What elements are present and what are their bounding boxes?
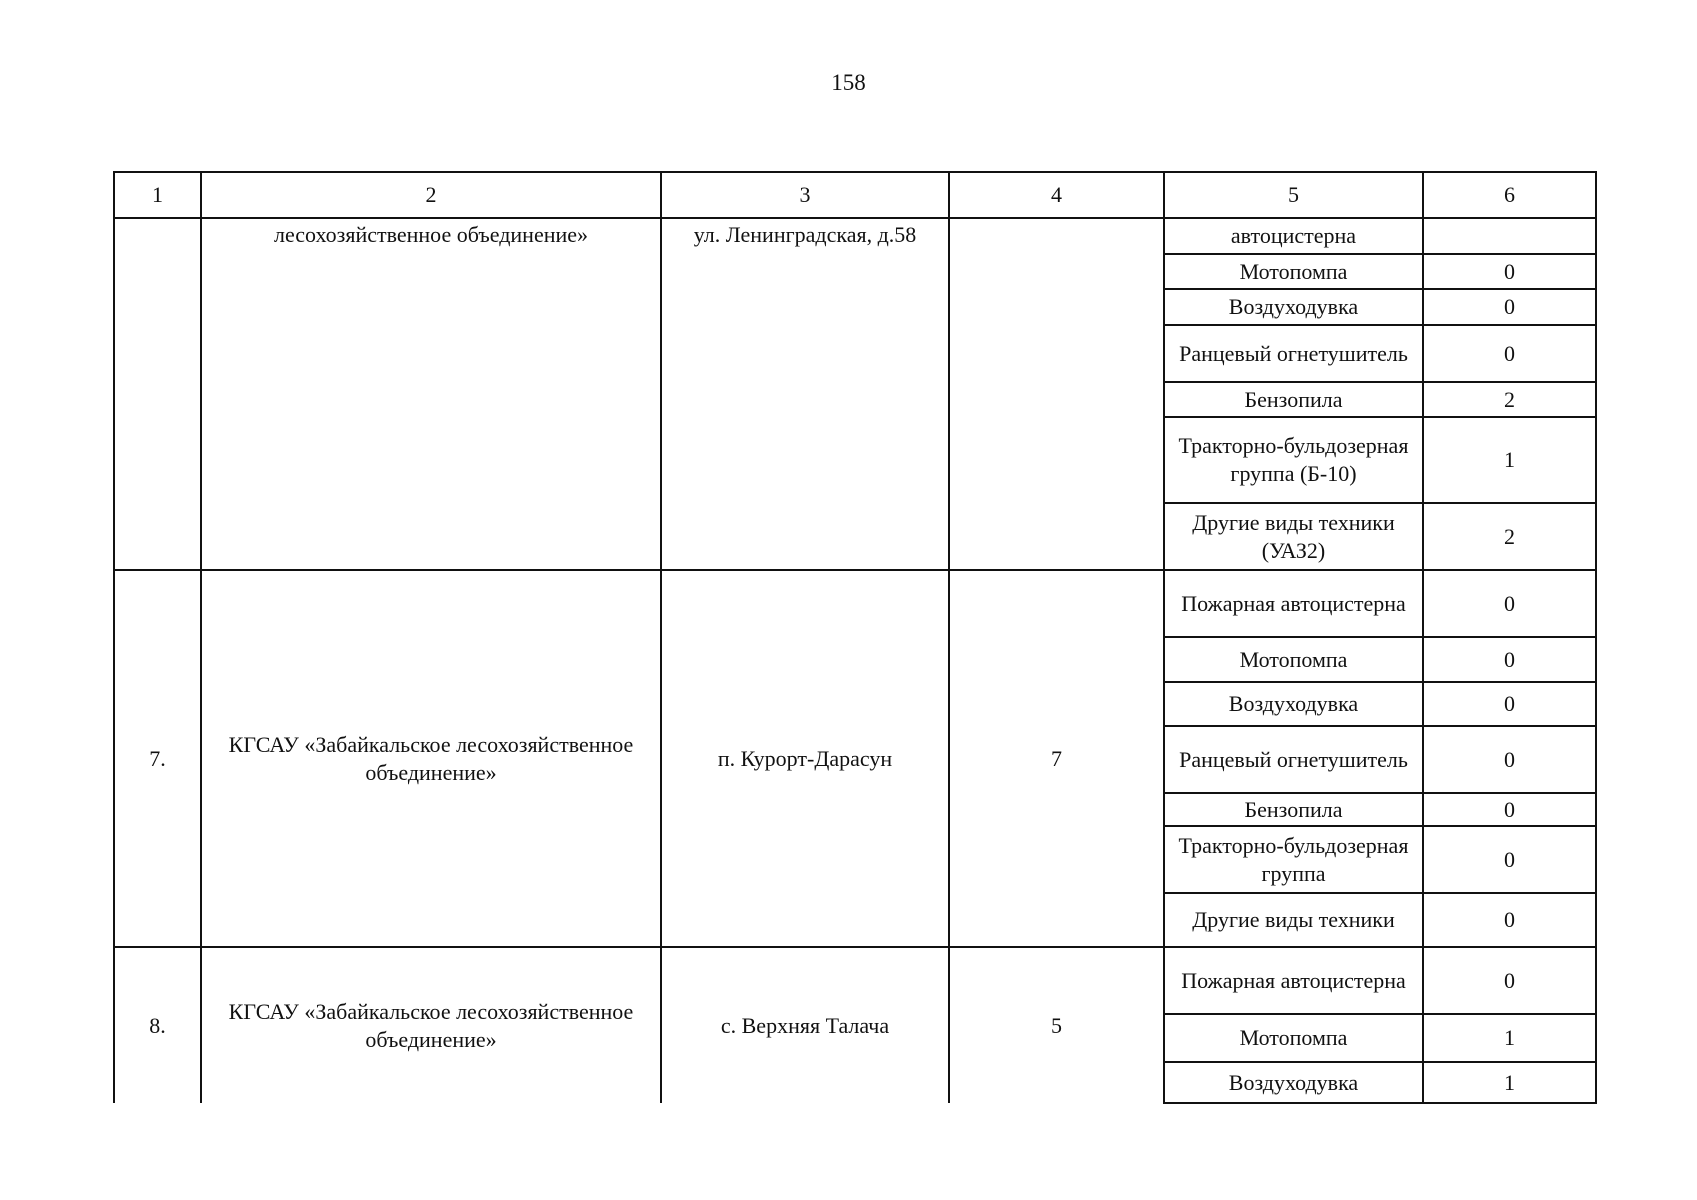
header-cell-2: 2 [201, 172, 661, 218]
equipment-name: Ранцевый огнетушитель [1164, 726, 1423, 793]
equipment-qty: 0 [1423, 682, 1596, 726]
equipment-name: Бензопила [1164, 382, 1423, 417]
equipment-qty: 0 [1423, 570, 1596, 637]
equipment-name: Пожарная автоцистерна [1164, 947, 1423, 1014]
equipment-qty: 0 [1423, 947, 1596, 1014]
equipment-qty: 0 [1423, 289, 1596, 325]
organization-cell: КГСАУ «Забайкальское лесохозяйственное объединение» [201, 947, 661, 1103]
header-row [114, 172, 1596, 218]
equipment-name: Мотопомпа [1164, 637, 1423, 682]
equipment-qty: 0 [1423, 826, 1596, 893]
cont-address-cell: ул. Ленинградская, д.58 [661, 218, 949, 570]
equipment-name: Тракторно-бульдозерная группа [1164, 826, 1423, 893]
header-cell-4: 4 [949, 172, 1164, 218]
location-cell: с. Верхняя Талача [661, 947, 949, 1103]
equipment-qty: 0 [1423, 893, 1596, 947]
row-number: 7. [114, 570, 201, 947]
table-row [114, 218, 1596, 254]
equipment-name: Тракторно-бульдозерная группа (Б-10) [1164, 417, 1423, 503]
equipment-name: Мотопомпа [1164, 1014, 1423, 1062]
equipment-qty: 2 [1423, 382, 1596, 417]
row-number: 8. [114, 947, 201, 1103]
equipment-qty: 0 [1423, 325, 1596, 382]
equipment-qty: 0 [1423, 637, 1596, 682]
organization-cell: КГСАУ «Забайкальское лесохозяйственное объединение» [201, 570, 661, 947]
count-cell: 7 [949, 570, 1164, 947]
equipment-table-wrap [113, 171, 1595, 1104]
count-cell: 5 [949, 947, 1164, 1103]
equipment-table [113, 171, 1597, 1104]
equipment-qty [1423, 218, 1596, 254]
equipment-qty: 1 [1423, 1062, 1596, 1103]
equipment-qty: 2 [1423, 503, 1596, 570]
page-number: 158 [831, 70, 866, 95]
equipment-name: Пожарная автоцистерна [1164, 570, 1423, 637]
equipment-qty: 1 [1423, 417, 1596, 503]
equipment-name: автоцистерна [1164, 218, 1423, 254]
table-row [114, 947, 1596, 1014]
equipment-name: Ранцевый огнетушитель [1164, 325, 1423, 382]
equipment-name: Другие виды техники (УАЗ2) [1164, 503, 1423, 570]
cont-num-cell [114, 218, 201, 570]
header-cell-6: 6 [1423, 172, 1596, 218]
equipment-name: Мотопомпа [1164, 254, 1423, 289]
equipment-name: Воздуходувка [1164, 682, 1423, 726]
header-cell-3: 3 [661, 172, 949, 218]
equipment-name: Другие виды техники [1164, 893, 1423, 947]
header-cell-1: 1 [114, 172, 201, 218]
header-cell-5: 5 [1164, 172, 1423, 218]
location-cell: п. Курорт-Дарасун [661, 570, 949, 947]
cont-count-cell [949, 218, 1164, 570]
cont-org-cell: лесохозяйственное объединение» [201, 218, 661, 570]
table-row [114, 570, 1596, 637]
equipment-qty: 0 [1423, 254, 1596, 289]
equipment-qty: 1 [1423, 1014, 1596, 1062]
equipment-name: Воздуходувка [1164, 289, 1423, 325]
equipment-qty: 0 [1423, 726, 1596, 793]
equipment-qty: 0 [1423, 793, 1596, 826]
equipment-name: Воздуходувка [1164, 1062, 1423, 1103]
equipment-name: Бензопила [1164, 793, 1423, 826]
